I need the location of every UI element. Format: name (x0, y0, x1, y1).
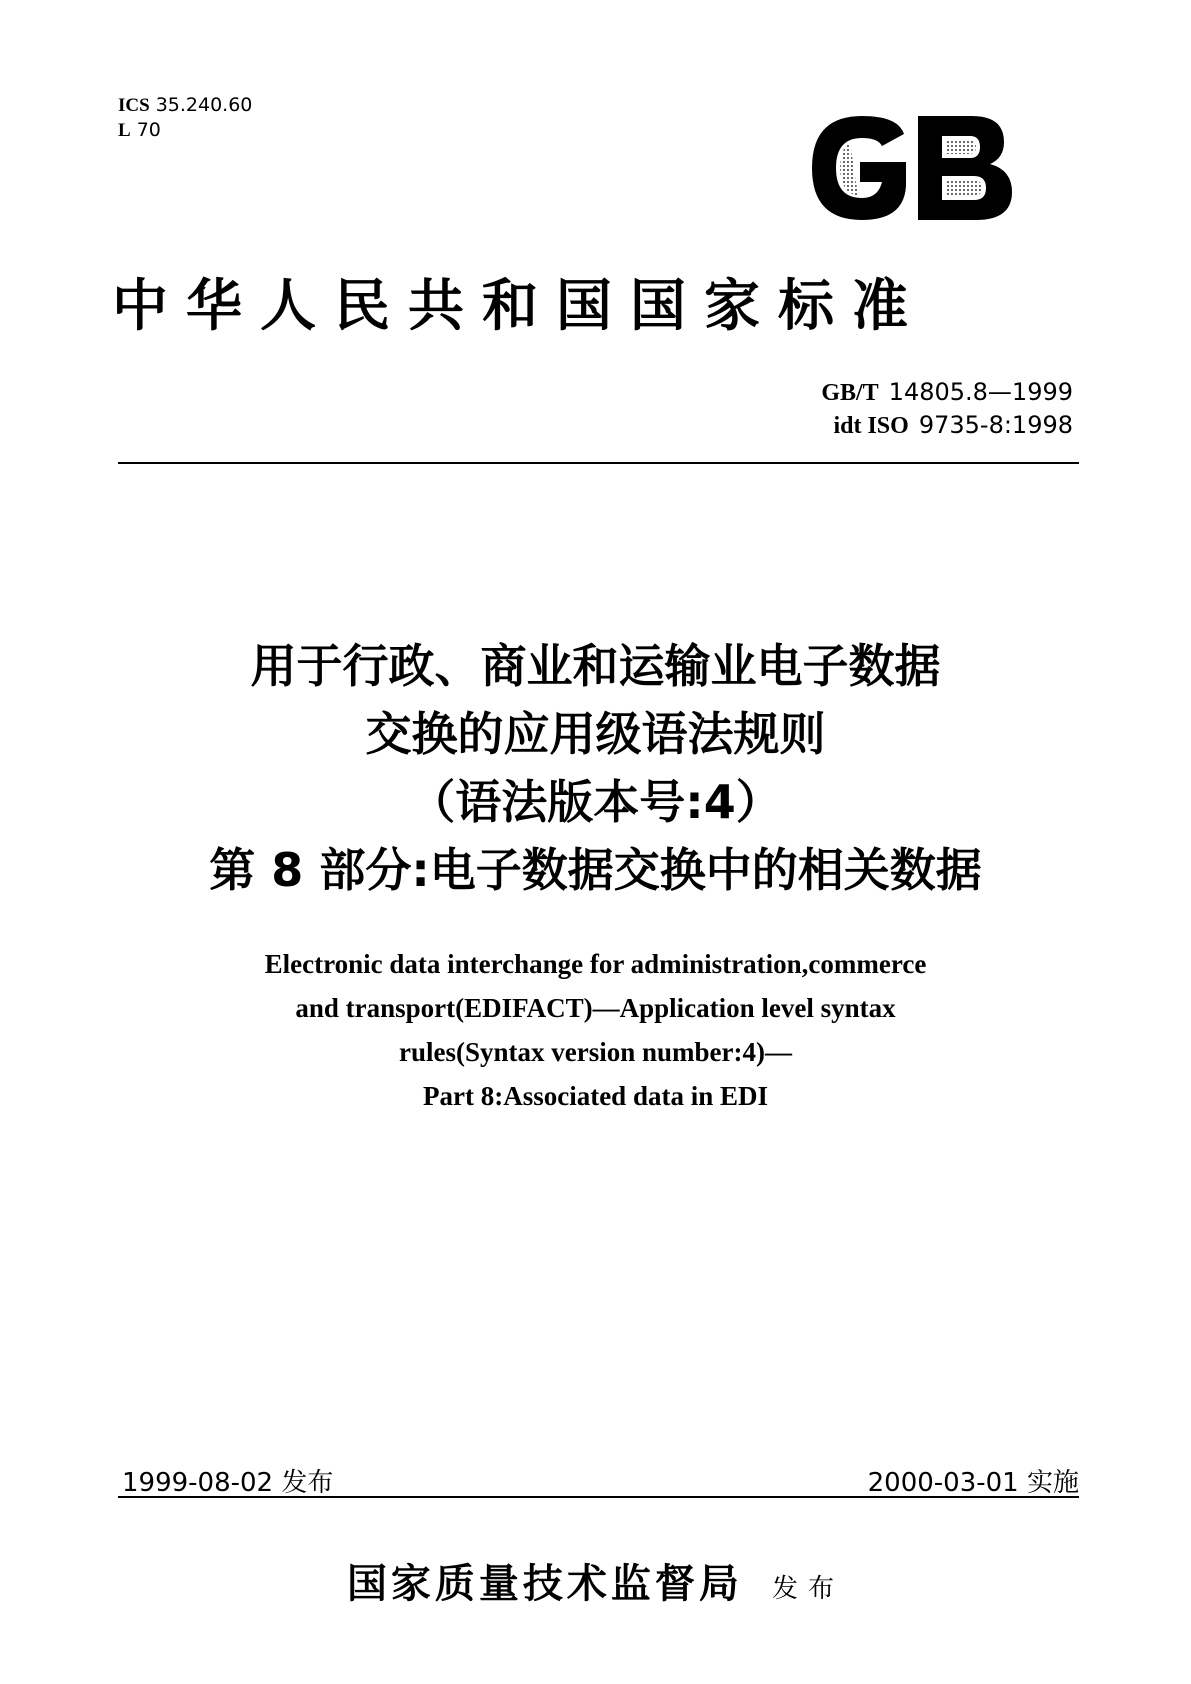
cn-title-line-3: （语法版本号:4） (409, 775, 782, 829)
cn-title-line-4: 第 8 部分:电子数据交换中的相关数据 (209, 843, 982, 897)
publisher (0, 1552, 1191, 1609)
ics-value: 35.240.60 (155, 94, 253, 116)
idt-code-line (821, 409, 1073, 442)
standard-code (821, 376, 1073, 442)
ccs-line (118, 118, 252, 143)
en-title-line-2: and transport(EDIFACT)—Application level syntax (295, 993, 896, 1023)
classification-codes (118, 93, 252, 143)
gb-logo (806, 112, 1016, 224)
top-divider (118, 462, 1079, 464)
publisher-name: 国家质量技术监督局 (346, 1560, 743, 1607)
chinese-document-title (0, 632, 1191, 904)
idt-value: 9735-8:1998 (918, 411, 1073, 439)
ccs-label: L (118, 120, 131, 141)
en-title-line-3: rules(Syntax version number:4)— (399, 1037, 792, 1067)
en-title-line-4: Part 8:Associated data in EDI (423, 1081, 768, 1111)
gb-value: 14805.8—1999 (888, 378, 1073, 406)
en-title-line-1: Electronic data interchange for administration,commerce (264, 949, 927, 979)
ccs-value: 70 (136, 119, 161, 141)
publisher-suffix: 发布 (772, 1574, 845, 1604)
idt-label: idt ISO (833, 413, 909, 439)
gb-label: GB/T (821, 380, 879, 406)
issue-date: 1999-08-02 发布 (122, 1468, 334, 1498)
cn-title-line-2: 交换的应用级语法规则 (365, 707, 826, 761)
implementation-date: 2000-03-01 实施 (867, 1468, 1079, 1498)
ics-label: ICS (118, 95, 150, 116)
cn-title-line-1: 用于行政、商业和运输业电子数据 (250, 639, 941, 693)
national-standard-title: 中华人民共和国国家标准 (112, 273, 926, 339)
gb-code-line (821, 376, 1073, 409)
english-document-title (0, 942, 1191, 1118)
bottom-divider (118, 1496, 1079, 1498)
ics-line (118, 93, 252, 118)
